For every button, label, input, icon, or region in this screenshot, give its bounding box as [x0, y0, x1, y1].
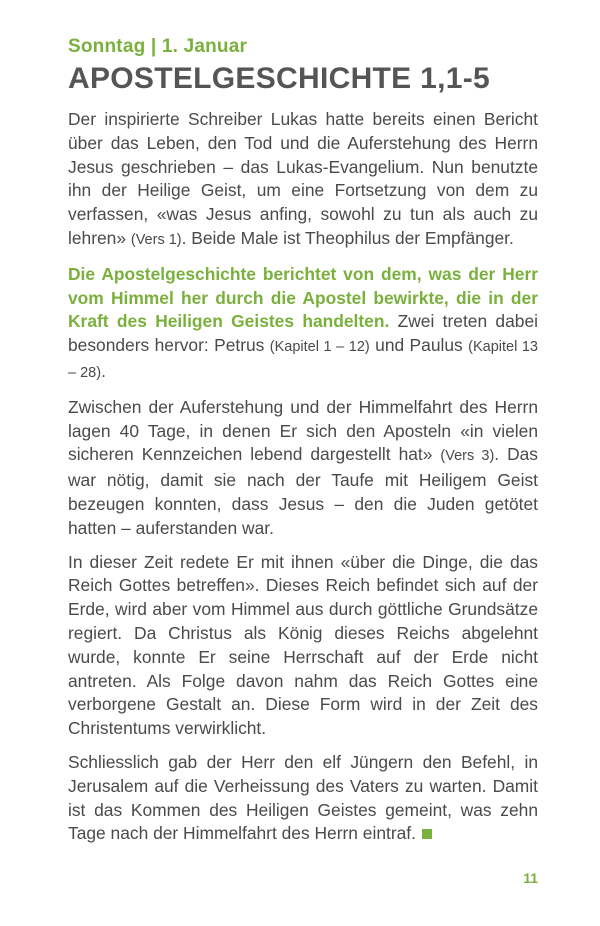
paragraph-4 — [68, 551, 538, 741]
paragraph-2-text-a: Zwei treten dabei besonders hervor: Petrus — [68, 311, 538, 356]
devotional-page — [68, 36, 538, 856]
paragraph-5-text: Schliesslich gab der Herr den elf Jüngern den Befehl, in Jerusalem auf die Verheissung des Vaters zu warten. Damit ist das Kommen des Heiligen Geistes gemeint, was zehn Tage nach der Himmelfahrt des Herrn eintraf. — [68, 751, 538, 844]
verse-reference: (Vers 3) — [440, 448, 495, 465]
paragraph-3-text-a: Zwischen der Auferstehung und der Himmelfahrt des Herrn lagen 40 Tage, in denen Er sich den Aposteln «in vielen sicheren Kennzeichen lebend dargestellt hat» — [68, 396, 538, 465]
paragraph-3 — [68, 396, 538, 541]
end-square-icon — [422, 829, 432, 839]
paragraph-2 — [68, 263, 538, 386]
day-date-header: Sonntag | 1. Januar — [68, 36, 248, 57]
page-number: 11 — [523, 870, 538, 886]
paragraph-1-text-b: . Beide Male ist Theophilus der Empfänger. — [181, 227, 514, 248]
paragraph-5 — [68, 751, 538, 846]
paragraph-2-text-c: . — [101, 360, 106, 381]
verse-reference: (Vers 1) — [130, 231, 182, 248]
chapter-reference-petrus: (Kapitel 1 – 12) — [269, 339, 370, 356]
page-title: APOSTELGESCHICHTE 1,1-5 — [68, 62, 490, 95]
paragraph-1-text-a: Der inspirierte Schreiber Lukas hatte bereits einen Bericht über das Leben, den Tod und die Auferstehung des Herrn Jesus geschrieben – das Lukas-Evangelium. Nun benutzte ihn der Heilige Geist, um eine Fortsetzung von dem zu verfassen, «was Jesus anfing, sowohl zu tun als auch zu lehren» — [68, 109, 538, 248]
chapter-reference-paulus: (Kapitel 13 – 28) — [68, 339, 538, 381]
paragraph-1 — [68, 108, 538, 253]
paragraph-4-text: In dieser Zeit redete Er mit ihnen «über die Dinge, die das Reich Gottes betreffen». Dieses Reich befindet sich auf der Erde, wird aber vom Himmel aus durch göttliche Grundsätze regiert. Da Christus als König dieses Reichs abgelehnt wurde, konnte Er seine Herrschaft auf der Erde nicht antreten. Als Folge davon nahm das Reich Gottes eine verborgene Gestalt an. Diese Form wird in der Zeit des Christentums verwirklicht. — [68, 551, 538, 739]
highlighted-summary: Die Apostelgeschichte berichtet von dem, was der Herr vom Himmel her durch die Apostel bewirkte, die in der Kraft des Heiligen Geistes handelten. — [68, 263, 538, 332]
paragraph-2-text-b: und Paulus — [369, 335, 469, 356]
paragraph-3-text-b: . Das war nötig, damit sie nach der Taufe mit Heiligem Geist bezeugen konnten, dass Jesus – den die Juden getötet hatten – auferstanden war. — [68, 444, 538, 538]
